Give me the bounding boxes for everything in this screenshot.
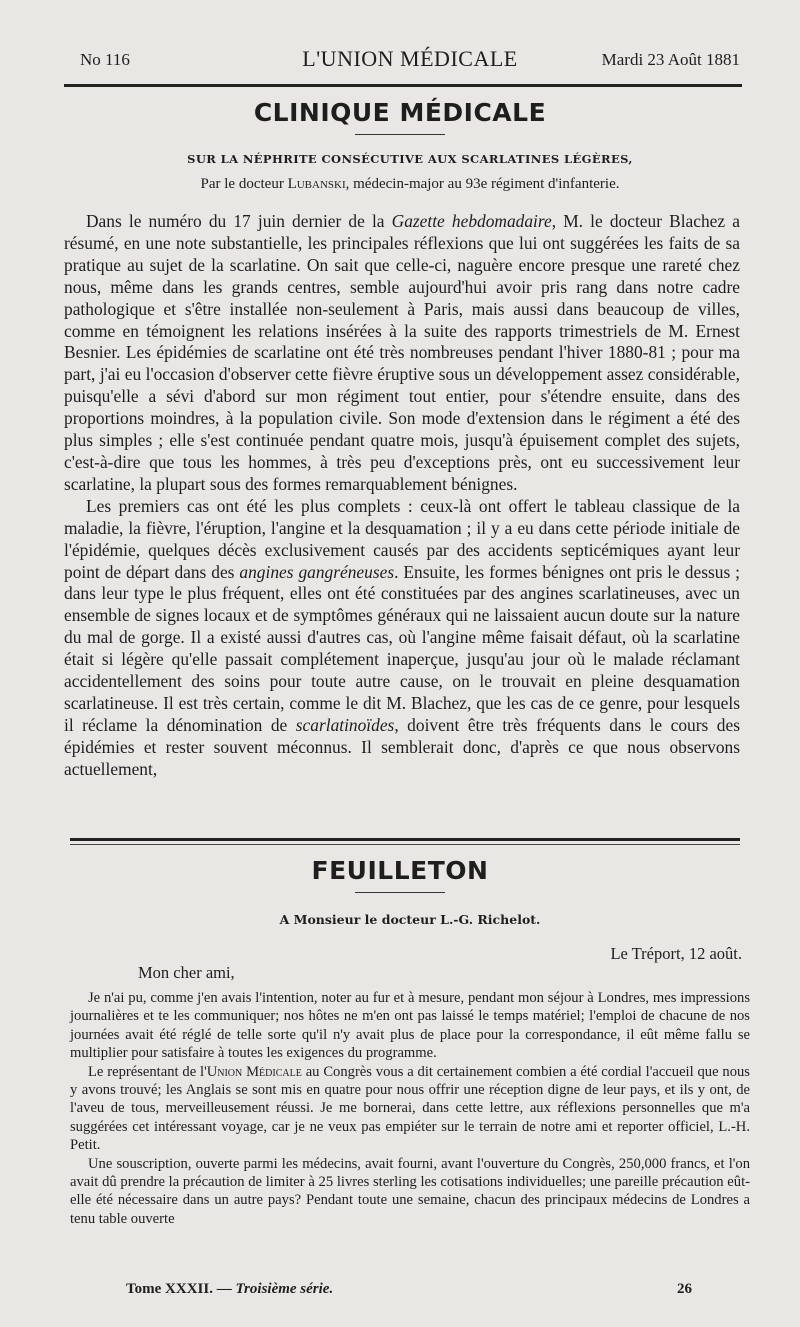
italic-term: angines gangréneuses — [239, 561, 395, 582]
byline-prefix: Par le docteur — [200, 176, 284, 192]
feuilleton-divider — [355, 892, 445, 893]
letter-place-date: Le Tréport, 12 août. — [610, 944, 742, 963]
article-body — [64, 211, 740, 781]
feuilleton-body — [70, 989, 750, 1228]
dedication: A Monsieur le docteur L.-G. Richelot. — [279, 912, 541, 927]
header-rule — [64, 84, 742, 87]
title-divider — [355, 134, 445, 135]
feuilleton-rule-thick — [70, 838, 740, 841]
issue-date: Mardi 23 Août 1881 — [601, 50, 740, 69]
feuilleton-rule-thin — [70, 844, 740, 845]
feuilleton-paragraph-1: Je n'ai pu, comme j'en avais l'intention, noter au fur et à mesure, pendant mon séjour à Londres, mes impressions journalières et te les communiquer; nos hôtes ne m'en ont pas laissé le temps matériel; l'emploi de chacune de nos journées avait été réglé de telle sorte qu'il n'y avait plus de place pour la correspondance, il eût même fallu se multiplier pour satisfaire à toutes les exigences du programme. — [70, 990, 750, 1062]
page-number: 26 — [677, 1281, 692, 1297]
feuilleton-paragraph-3: Une souscription, ouverte parmi les médecins, avait fourni, avant l'ouverture du Congrès, 250,000 francs, et l'on avait dû prendre la précaution de limiter à 25 livres sterling les cotisations individuelles; une pareille précaution eût-elle été nécessaire dans un autre pays? Pendant toute une semaine, chacun des principaux médecins de Londres a tenu table ouverte — [70, 1155, 750, 1227]
article-paragraph-2: Les premiers cas ont été les plus complets : ceux-là ont offert le tableau classique de la maladie, la fièvre, l'éruption, l'angine et la desquamation ; il y a eu dans cette période initiale de l'épidémie, quelques décès exclusivement causés par des accidents septicémiques ayant leur point de départ dans des angines gangréneuses. Ensuite, les formes bénignes ont pris le dessus ; dans leur type le plus fréquent, elles ont été constituées par des angines scarlatineuses, avec un ensemble de signes locaux et de symptômes généraux qui ne laissaient aucun doute sur la nature du mal de gorge. Il a existé aussi d'autres cas, où l'angine même faisait défaut, où la scarlatine était si légère qu'elle passait complétement inaperçue, jusqu'au jour où le malade réclamant accidentellement des soins pour toute autre cause, on le trouvait en pleine desquamation scarlatineuse. Il est très certain, comme le dit M. Blachez, que les cas de ce genre, pour lesquels il réclame la dénomination de scarlatinoïdes, doivent être très fréquents dans le cours des épidémies et rester souvent méconnus. Il semblerait donc, d'après ce que nous observons actuellement, — [64, 495, 740, 779]
feuilleton-paragraph-2: Le représentant de l'Union Médicale au Congrès vous a dit certainement combien a été cordial l'accueil que nous y avons trouvé; les Anglais se sont mis en quatre pour nous offrir une réception digne de leur pays, et ils y ont, de l'aveu de tous, merveilleusement réussi. Je me bornerai, dans cette lettre, aux réflexions personnelles que m'a suggérées cet intéressant voyage, car je ne veux pas empiéter sur le terrain de notre ami et reporter officiel, L.-H. Petit. — [70, 1063, 750, 1154]
article-byline — [60, 176, 760, 193]
issue-number: No 116 — [80, 50, 130, 69]
article-paragraph-1: Dans le numéro du 17 juin dernier de la Gazette hebdomadaire, M. le docteur Blachez a résumé, en une note substantielle, les principales réflexions que lui ont suggérées les faits de sa pratique au sujet de la scarlatine. On sait que celle-ci, naguère encore presque une rareté chez nous, même dans les grands centres, semble aujourd'hui avoir pris rang dans notre cadre pathologique et s'être installée non-seulement à Paris, mais aussi dans beaucoup de villes, comme en témoignent les relations insérées à la suite des rapports trimestriels de M. Ernest Besnier. Les épidémies de scarlatine ont été très nombreuses pendant l'hiver 1880-81 ; pour ma part, j'ai eu l'occasion d'observer cette fièvre éruptive sous un développement assez considérable, puisqu'elle a sévi d'abord sur mon régiment tout entier, pour s'étendre ensuite, dans des proportions moindres, à la population civile. Son mode d'extension dans le régiment a été des plus simples ; elle s'est continuée pendant quatre mois, jusqu'à épuisement complet des sujets, c'est-à-dire que tous les hommes, à très peu d'exceptions près, ont eu successivement leur scarlatine, la plupart sous des formes remarquablement bénignes. — [64, 211, 740, 494]
article-subtitle: SUR LA NÉPHRITE CONSÉCUTIVE AUX SCARLATINES LÉGÈRES, — [187, 152, 633, 166]
byline-suffix: , médecin-major au 93e régiment d'infanterie. — [345, 176, 620, 192]
section-title-clinique: CLINIQUE MÉDICALE — [253, 98, 547, 127]
byline-author: Lubanski — [287, 176, 346, 192]
italic-term: scarlatinoïdes — [295, 714, 395, 735]
section-title-feuilleton: FEUILLETON — [311, 856, 489, 885]
journal-reference: Gazette hebdomadaire — [391, 211, 552, 231]
tome-label: Tome XXXII. — Troisième série. — [126, 1281, 334, 1297]
page-header — [80, 46, 740, 76]
journal-reference: Union Médicale — [206, 1063, 302, 1080]
journal-title: L'UNION MÉDICALE — [302, 46, 518, 71]
letter-salutation: Mon cher ami, — [138, 963, 235, 982]
page-footer — [126, 1281, 692, 1303]
